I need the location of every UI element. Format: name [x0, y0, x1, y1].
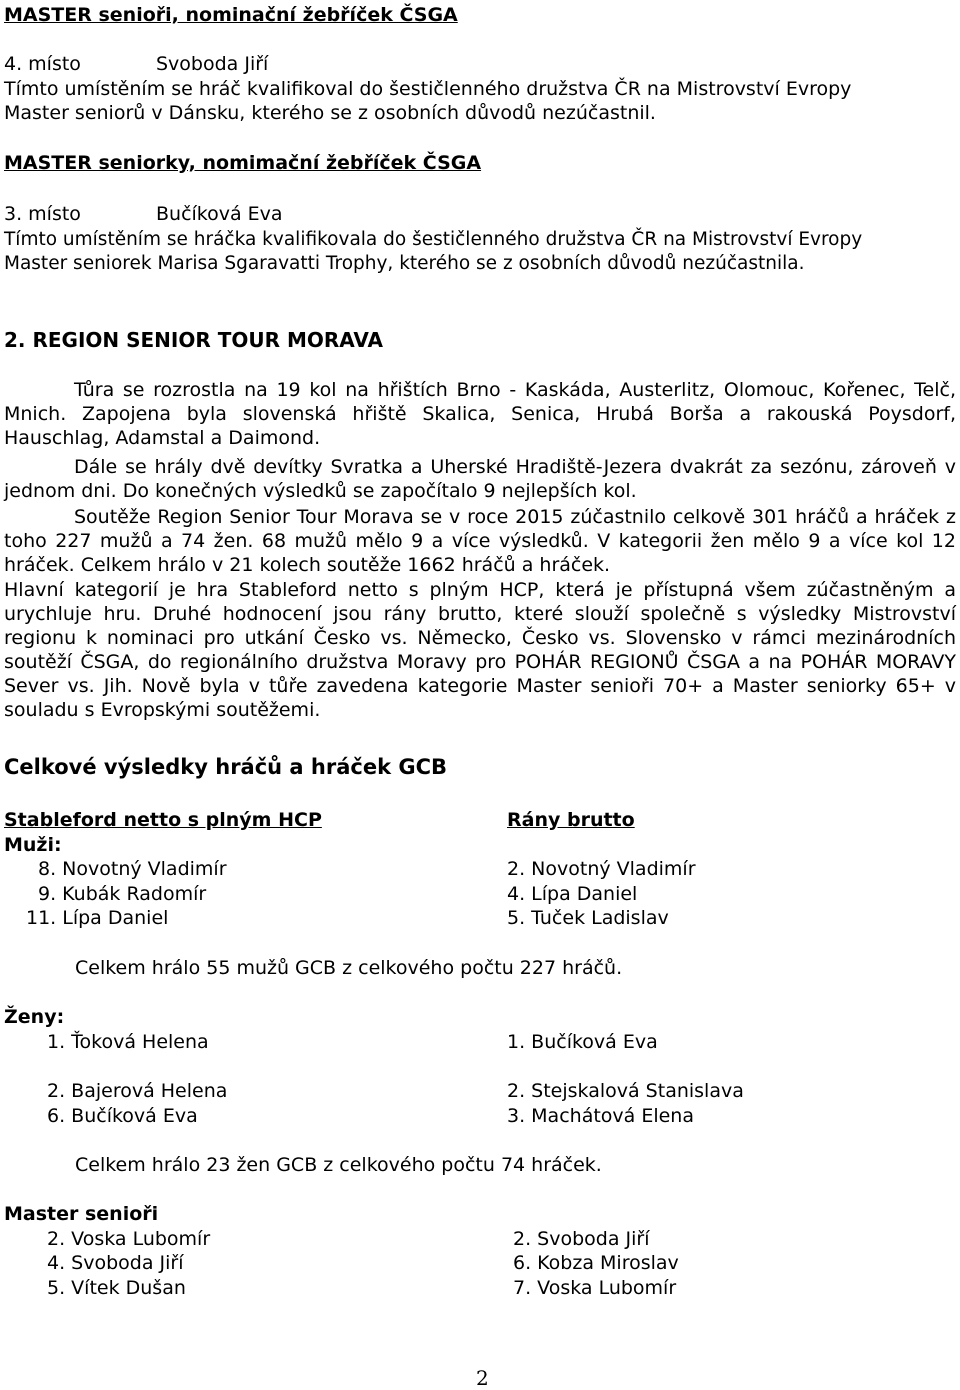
senior-nomination-heading: MASTER senioři, nominační žebříček ČSGA: [4, 4, 458, 26]
women-brutto-item: 1. Bučíková Eva: [507, 1031, 658, 1053]
women-total-note: Celkem hrálo 23 žen GCB z celkového počtu 74 hráček.: [75, 1154, 602, 1176]
results-heading: Celkové výsledky hráčů a hráček GCB: [4, 755, 448, 779]
tour-paragraph-2: Dále se hrály dvě devítky Svratka a Uherské Hradiště-Jezera dvakrát za sezónu, zároveň v jednom dni. Do konečných výsledků se započítalo 9 nejlepších kol.: [4, 456, 956, 502]
women-stableford-item: 2. Bajerová Helena: [47, 1080, 228, 1102]
master-right-item: 7. Voska Lubomír: [513, 1277, 677, 1299]
men-total-note: Celkem hrálo 55 mužů GCB z celkového počtu 227 hráčů.: [75, 957, 623, 979]
men-brutto-item: 5. Tuček Ladislav: [507, 907, 669, 929]
tour-paragraph-1: Tůra se rozrostla na 19 kol na hřištích Brno - Kaskáda, Austerlitz, Olomouc, Kořenec, Telč, Mnich. Zapojena byla slovenská hřiště Skalica, Senica, Hrubá Borša a rakouská Poysdorf, Hauschlag, Adamstal a Daimond.: [4, 379, 956, 449]
seniorky-name: Bučíková Eva: [156, 203, 283, 225]
women-brutto-item: 3. Machátová Elena: [507, 1105, 694, 1127]
senior-text-line-2: Master seniorů v Dánsku, kterého se z osobních důvodů nezúčastnil.: [4, 102, 656, 124]
senior-place: 4. místo: [4, 53, 81, 75]
senior-text-line-1: Tímto umístěním se hráč kvalifikoval do šestičlenného družstva ČR na Mistrovství Evropy: [4, 78, 852, 100]
master-right-item: 2. Svoboda Jiří: [513, 1228, 650, 1250]
men-stableford-item: 8. Novotný Vladimír: [38, 858, 227, 880]
tour-paragraph-4: Hlavní kategorií je hra Stableford netto s plným HCP, která je přístupná všem zúčastněným a urychluje hru. Druhé hodnocení jsou rány brutto, které slouží společně s výsledky Mistrovství regionu k nominaci pro utkání Česko vs. Německo, Česko vs. Slovensko v rámci mezinárodních soutěží ČSGA, do regionálního družstva Moravy pro POHÁR REGIONŮ ČSGA a na POHÁR MORAVY Sever vs. Jih. Nově byla v tůře zavedena kategorie Master senioři 70+ a Master seniorky 65+ v souladu s Evropskými soutěžemi.: [4, 579, 956, 721]
master-right-item: 6. Kobza Miroslav: [513, 1252, 679, 1274]
men-brutto-item: 2. Novotný Vladimír: [507, 858, 696, 880]
women-stableford-item: 1. Ťoková Helena: [47, 1031, 209, 1053]
women-brutto-item: 2. Stejskalová Stanislava: [507, 1080, 744, 1102]
senior-name: Svoboda Jiří: [156, 53, 269, 75]
tour-paragraph-3: Soutěže Region Senior Tour Morava se v roce 2015 zúčastnilo celkově 301 hráčů a hráček z toho 227 mužů a 74 žen. 68 mužů mělo 9 a více výsledků. V kategorii žen mělo 9 a více kol 12 hráček. Celkem hrálo v 21 kolech soutěže 1662 hráčů a hráček.: [4, 506, 956, 576]
brutto-column-heading: Rány brutto: [507, 809, 635, 831]
page-number: 2: [476, 1366, 489, 1390]
seniorky-text-line-2: Master seniorek Marisa Sgaravatti Trophy, kterého se z osobních důvodů nezúčastnila.: [4, 253, 805, 274]
master-seniors-label: Master senioři: [4, 1203, 159, 1225]
seniorky-place: 3. místo: [4, 203, 81, 225]
seniorky-text-line-1: Tímto umístěním se hráčka kvalifikovala do šestičlenného družstva ČR na Mistrovství Evropy: [4, 229, 863, 250]
men-stableford-item: 9. Kubák Radomír: [38, 883, 207, 905]
women-stableford-item: 6. Bučíková Eva: [47, 1105, 198, 1127]
master-left-item: 2. Voska Lubomír: [47, 1228, 211, 1250]
master-left-item: 4. Svoboda Jiří: [47, 1252, 184, 1274]
women-label: Ženy:: [4, 1006, 65, 1028]
tour-heading: 2. REGION SENIOR TOUR MORAVA: [4, 328, 383, 352]
men-brutto-item: 4. Lípa Daniel: [507, 883, 638, 905]
men-label: Muži:: [4, 834, 62, 856]
stableford-column-heading: Stableford netto s plným HCP: [4, 809, 322, 831]
men-stableford-item: 11. Lípa Daniel: [26, 907, 169, 929]
seniorky-nomination-heading: MASTER seniorky, nomimační žebříček ČSGA: [4, 152, 482, 174]
master-left-item: 5. Vítek Dušan: [47, 1277, 186, 1299]
